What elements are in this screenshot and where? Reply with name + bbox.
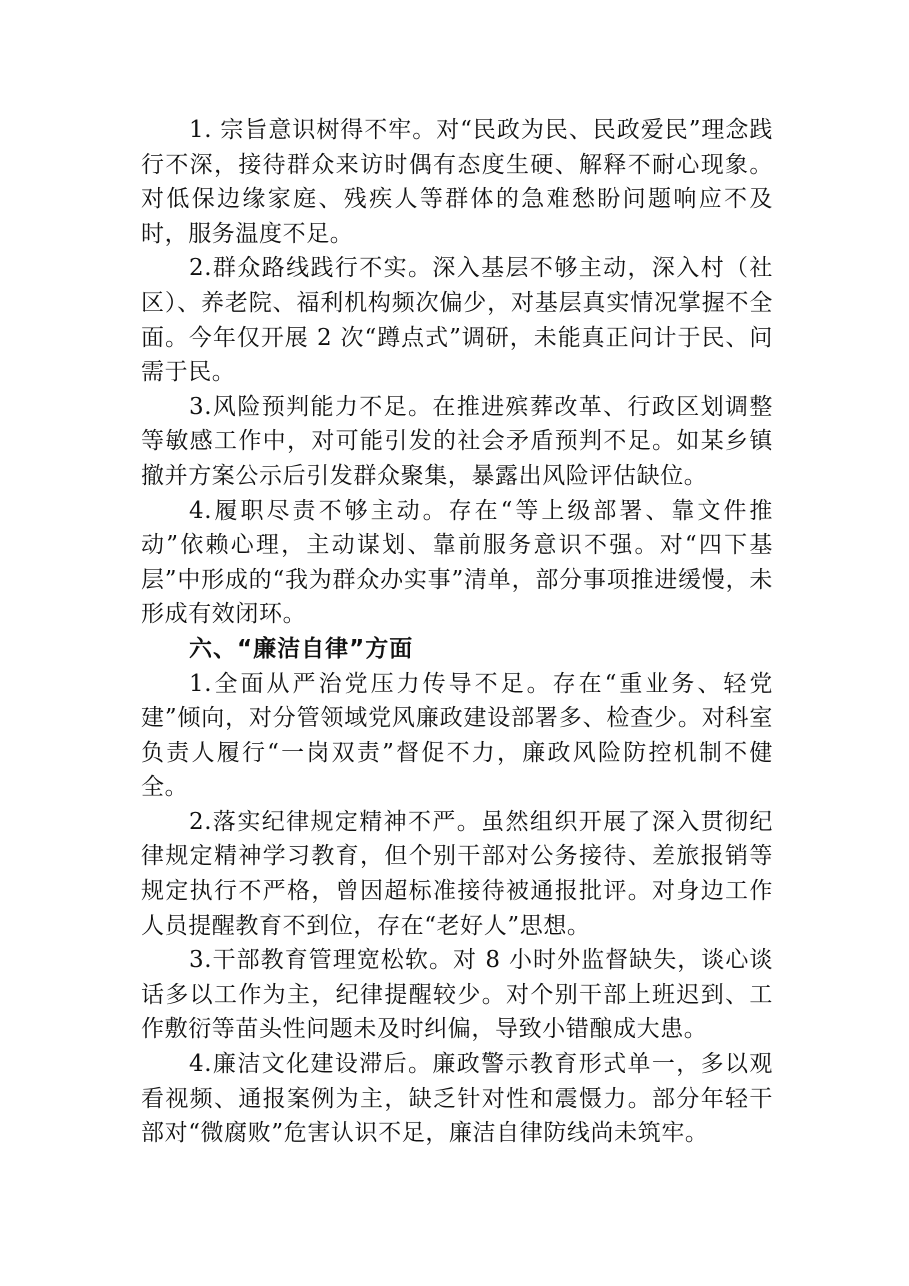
paragraph-party-discipline: 1.全面从严治党压力传导不足。存在“重业务、轻党建”倾向，对分管领域党风廉政建设部署多、检查少。对科室负责人履行“一岗双责”督促不力，廉政风险防控机制不健全。 bbox=[141, 670, 773, 801]
paragraph-duty-performance: 4.履职尽责不够主动。存在“等上级部署、靠文件推动”依赖心理，主动谋划、靠前服务意识不强。对“四下基层”中形成的“我为群众办实事”清单，部分事项推进缓慢，未形成有效闭环。 bbox=[141, 497, 773, 628]
document-body bbox=[141, 113, 773, 1151]
paragraph-purpose-awareness: 1. 宗旨意识树得不牢。对“民政为民、民政爱民”理念践行不深，接待群众来访时偶有态度生硬、解释不耐心现象。对低保边缘家庭、残疾人等群体的急难愁盼问题响应不及时，服务温度不足。 bbox=[141, 117, 773, 247]
paragraph-cadre-management: 3.干部教育管理宽松软。对 8 小时外监督缺失，谈心谈话多以工作为主，纪律提醒较少。对个别干部上班迟到、工作敷衍等苗头性问题未及时纠偏，导致小错酿成大患。 bbox=[141, 947, 773, 1043]
paragraph-risk-prediction: 3.风险预判能力不足。在推进殡葬改革、行政区划调整等敏感工作中，对可能引发的社会矛盾预判不足。如某乡镇撤并方案公示后引发群众聚集，暴露出风险评估缺位。 bbox=[141, 393, 773, 489]
section-heading-integrity: 六、“廉洁自律”方面 bbox=[189, 635, 414, 662]
paragraph-mass-line: 2.群众路线践行不实。深入基层不够主动，深入村（社区）、养老院、福利机构频次偏少，对基层真实情况掌握不全面。今年仅开展 2 次“蹲点式”调研，未能真正问计于民、问需于民。 bbox=[141, 255, 773, 386]
paragraph-discipline-rules: 2.落实纪律规定精神不严。虽然组织开展了深入贯彻纪律规定精神学习教育，但个别干部对公务接待、差旅报销等规定执行不严格，曾因超标准接待被通报批评。对身边工作人员提醒教育不到位，存在“老好人”思想。 bbox=[141, 808, 773, 939]
paragraph-integrity-culture: 4.廉洁文化建设滞后。廉政警示教育形式单一，多以观看视频、通报案例为主，缺乏针对性和震慑力。部分年轻干部对“微腐败”危害认识不足，廉洁自律防线尚未筑牢。 bbox=[141, 1051, 773, 1147]
